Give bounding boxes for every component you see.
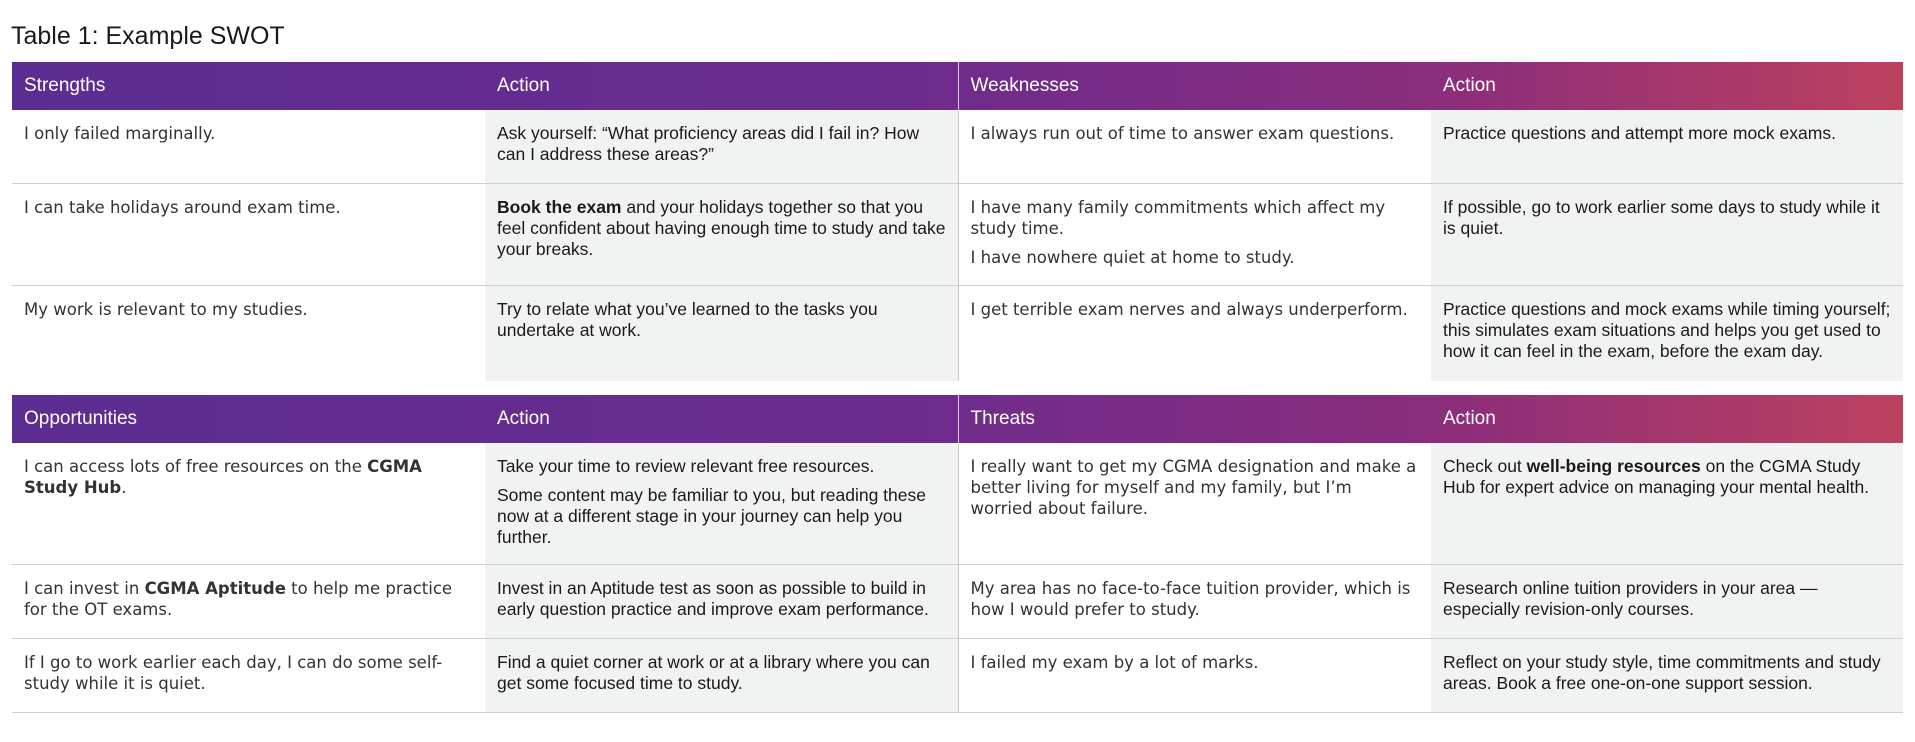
header-strengths-action: Action [497, 75, 550, 96]
opportunity-action-paragraph: Take your time to review relevant free resources. [497, 456, 875, 476]
weakness-paragraph: I have nowhere quiet at home to study. [970, 248, 1295, 267]
opportunity-action-cell [485, 443, 958, 565]
threat-cell: My area has no face-to-face tuition provider, which is how I would prefer to study. [958, 565, 1431, 639]
weakness-action-cell: Practice questions and mock exams while timing yourself; this simulates exam situations and helps you get used to how it can feel in the exam, before the exam day. [1431, 286, 1903, 382]
header-weaknesses: Weaknesses [958, 62, 1431, 110]
cgma-study-hub-bold: CGMA Study Hub [24, 457, 422, 497]
page-title: Table 1: Example SWOT [11, 22, 285, 50]
weakness-action-cell: Practice questions and attempt more mock exams. [1431, 110, 1903, 184]
weakness-action-cell: If possible, go to work earlier some days to study while it is quiet. [1431, 184, 1903, 286]
strength-cell: I can take holidays around exam time. [12, 184, 485, 286]
strength-action-rest: and your holidays together so that you feel confident about having enough time to study and take your breaks. [497, 197, 946, 259]
threat-action-post: on the CGMA Study Hub for expert advice on managing your mental health. [1443, 456, 1870, 497]
opportunity-cell: If I go to work earlier each day, I can do some self-study while it is quiet. [12, 639, 485, 713]
swot-table-opportunities-threats [12, 395, 1903, 713]
strength-action-cell: Ask yourself: “What proficiency areas did I fail in? How can I address these areas?” [485, 110, 958, 184]
weakness-cell: I get terrible exam nerves and always underperform. [958, 286, 1431, 382]
cgma-aptitude-bold: CGMA Aptitude [144, 579, 286, 598]
header-threats: Threats [958, 395, 1431, 443]
weakness-cell: I always run out of time to answer exam questions. [958, 110, 1431, 184]
book-exam-bold: Book the exam [497, 197, 622, 217]
table-row [12, 286, 1903, 382]
strength-action-cell: Try to relate what you’ve learned to the tasks you undertake at work. [485, 286, 958, 382]
threat-action-pre: Check out [1443, 456, 1527, 476]
strength-cell: My work is relevant to my studies. [12, 286, 485, 382]
table-header-row [12, 395, 1903, 443]
strength-cell: I only failed marginally. [12, 110, 485, 184]
opportunity-action-cell: Find a quiet corner at work or at a library where you can get some focused time to study. [485, 639, 958, 713]
header-threats-action: Action [1443, 408, 1496, 429]
table-header-row [12, 62, 1903, 110]
opportunity-cell [12, 443, 485, 565]
opportunity-action-cell: Invest in an Aptitude test as soon as possible to build in early question practice and improve exam performance. [485, 565, 958, 639]
opportunity-tail: . [121, 478, 127, 497]
header-strengths: Strengths [24, 75, 106, 96]
weakness-cell [958, 184, 1431, 286]
table-row [12, 110, 1903, 184]
threat-cell: I really want to get my CGMA designation and make a better living for myself and my family, but I’m worried about failure. [958, 443, 1431, 565]
opportunity-cell [12, 565, 485, 639]
table-row [12, 565, 1903, 639]
table-row [12, 639, 1903, 713]
header-opportunities: Opportunities [24, 408, 138, 429]
weakness-paragraph: I have many family commitments which affect my study time. [970, 198, 1386, 238]
table-row [12, 184, 1903, 286]
opportunity-text: I can invest in [24, 579, 145, 598]
threat-cell: I failed my exam by a lot of marks. [958, 639, 1431, 713]
opportunity-tail: to help me practice for the OT exams. [24, 579, 453, 619]
header-weaknesses-action: Action [1443, 75, 1496, 96]
strength-action-cell [485, 184, 958, 286]
header-opportunities-action: Action [497, 408, 550, 429]
wellbeing-resources-bold: well-being resources [1526, 456, 1701, 476]
threat-action-cell: Reflect on your study style, time commitments and study areas. Book a free one-on-one support session. [1431, 639, 1903, 713]
table-row [12, 443, 1903, 565]
opportunity-text: I can access lots of free resources on the [24, 457, 368, 476]
swot-table-strengths-weaknesses [12, 62, 1903, 381]
opportunity-action-paragraph: Some content may be familiar to you, but reading these now at a different stage in your journey can help you further. [497, 485, 926, 547]
threat-action-cell: Research online tuition providers in your area — especially revision-only courses. [1431, 565, 1903, 639]
threat-action-cell [1431, 443, 1903, 565]
